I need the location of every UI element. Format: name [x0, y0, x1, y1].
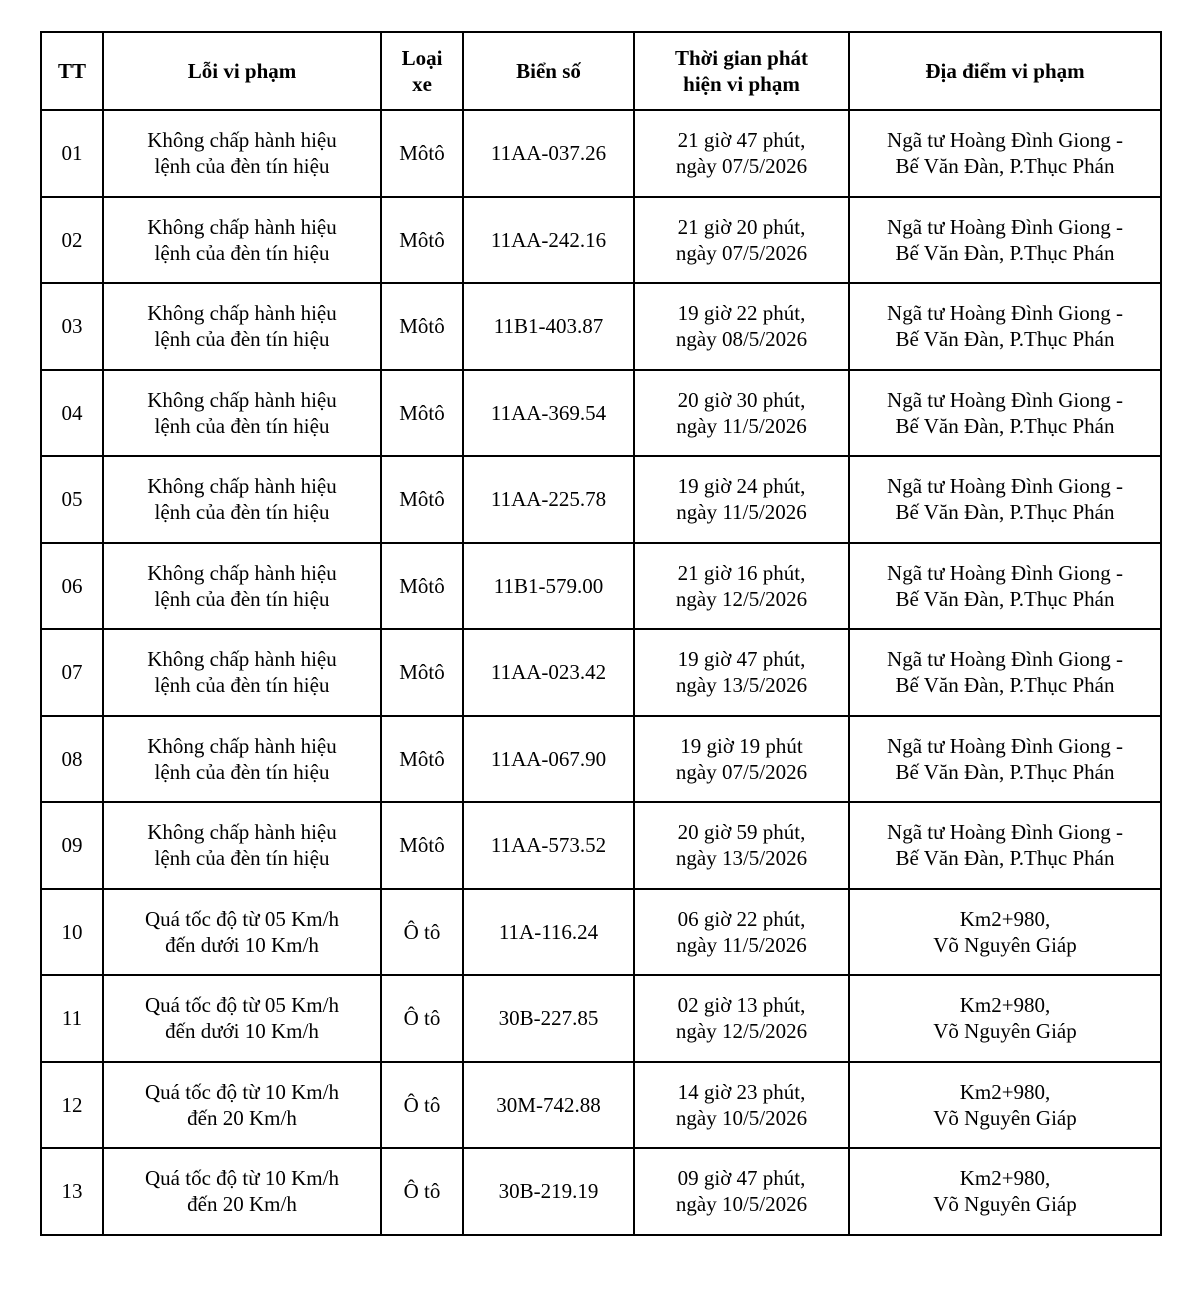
cell-vehicle-type: Môtô [381, 456, 463, 543]
cell-time: 21 giờ 16 phút, ngày 12/5/2026 [634, 543, 849, 630]
cell-time: 20 giờ 30 phút, ngày 11/5/2026 [634, 370, 849, 457]
table-row [41, 975, 1161, 1062]
cell-tt: 07 [41, 629, 103, 716]
cell-time: 19 giờ 24 phút, ngày 11/5/2026 [634, 456, 849, 543]
cell-vehicle-type: Môtô [381, 629, 463, 716]
cell-vehicle-type: Môtô [381, 543, 463, 630]
table-row [41, 456, 1161, 543]
cell-plate: 11AA-369.54 [463, 370, 634, 457]
cell-violation: Quá tốc độ từ 10 Km/h đến 20 Km/h [103, 1148, 381, 1235]
table-header-row [41, 32, 1161, 110]
cell-location: Km2+980, Võ Nguyên Giáp [849, 1062, 1161, 1149]
cell-plate: 11AA-225.78 [463, 456, 634, 543]
cell-vehicle-type: Môtô [381, 716, 463, 803]
cell-plate: 11AA-023.42 [463, 629, 634, 716]
cell-time: 02 giờ 13 phút, ngày 12/5/2026 [634, 975, 849, 1062]
cell-tt: 05 [41, 456, 103, 543]
cell-vehicle-type: Ô tô [381, 1062, 463, 1149]
cell-plate: 30M-742.88 [463, 1062, 634, 1149]
cell-location: Km2+980, Võ Nguyên Giáp [849, 889, 1161, 976]
cell-tt: 10 [41, 889, 103, 976]
cell-time: 14 giờ 23 phút, ngày 10/5/2026 [634, 1062, 849, 1149]
table-row [41, 1148, 1161, 1235]
cell-violation: Quá tốc độ từ 05 Km/h đến dưới 10 Km/h [103, 975, 381, 1062]
table-row [41, 1062, 1161, 1149]
cell-tt: 11 [41, 975, 103, 1062]
cell-plate: 30B-227.85 [463, 975, 634, 1062]
header-violation: Lỗi vi phạm [103, 32, 381, 110]
header-plate: Biển số [463, 32, 634, 110]
cell-location: Ngã tư Hoàng Đình Giong - Bế Văn Đàn, P.Thục Phán [849, 197, 1161, 284]
table-row [41, 197, 1161, 284]
cell-violation: Quá tốc độ từ 10 Km/h đến 20 Km/h [103, 1062, 381, 1149]
table-row [41, 543, 1161, 630]
cell-location: Ngã tư Hoàng Đình Giong - Bế Văn Đàn, P.Thục Phán [849, 716, 1161, 803]
cell-tt: 08 [41, 716, 103, 803]
cell-tt: 13 [41, 1148, 103, 1235]
cell-time: 09 giờ 47 phút, ngày 10/5/2026 [634, 1148, 849, 1235]
cell-violation: Không chấp hành hiệu lệnh của đèn tín hiệu [103, 110, 381, 197]
cell-violation: Quá tốc độ từ 05 Km/h đến dưới 10 Km/h [103, 889, 381, 976]
cell-vehicle-type: Môtô [381, 110, 463, 197]
table-row [41, 283, 1161, 370]
table-row [41, 629, 1161, 716]
cell-time: 19 giờ 47 phút, ngày 13/5/2026 [634, 629, 849, 716]
cell-location: Ngã tư Hoàng Đình Giong - Bế Văn Đàn, P.Thục Phán [849, 370, 1161, 457]
cell-time: 20 giờ 59 phút, ngày 13/5/2026 [634, 802, 849, 889]
cell-plate: 11B1-403.87 [463, 283, 634, 370]
cell-plate: 11A-116.24 [463, 889, 634, 976]
cell-location: Ngã tư Hoàng Đình Giong - Bế Văn Đàn, P.Thục Phán [849, 110, 1161, 197]
cell-vehicle-type: Môtô [381, 283, 463, 370]
table-body [41, 110, 1161, 1235]
cell-tt: 02 [41, 197, 103, 284]
table-row [41, 370, 1161, 457]
cell-location: Ngã tư Hoàng Đình Giong - Bế Văn Đàn, P.Thục Phán [849, 543, 1161, 630]
cell-tt: 06 [41, 543, 103, 630]
cell-location: Km2+980, Võ Nguyên Giáp [849, 975, 1161, 1062]
cell-violation: Không chấp hành hiệu lệnh của đèn tín hiệu [103, 370, 381, 457]
cell-time: 21 giờ 47 phút, ngày 07/5/2026 [634, 110, 849, 197]
cell-violation: Không chấp hành hiệu lệnh của đèn tín hiệu [103, 716, 381, 803]
table-row [41, 110, 1161, 197]
cell-tt: 04 [41, 370, 103, 457]
cell-plate: 11AA-067.90 [463, 716, 634, 803]
cell-vehicle-type: Ô tô [381, 889, 463, 976]
cell-plate: 11AA-242.16 [463, 197, 634, 284]
cell-plate: 11B1-579.00 [463, 543, 634, 630]
cell-location: Ngã tư Hoàng Đình Giong - Bế Văn Đàn, P.Thục Phán [849, 629, 1161, 716]
cell-vehicle-type: Môtô [381, 370, 463, 457]
cell-violation: Không chấp hành hiệu lệnh của đèn tín hiệu [103, 543, 381, 630]
cell-location: Ngã tư Hoàng Đình Giong - Bế Văn Đàn, P.Thục Phán [849, 283, 1161, 370]
cell-vehicle-type: Ô tô [381, 1148, 463, 1235]
table-row [41, 889, 1161, 976]
cell-violation: Không chấp hành hiệu lệnh của đèn tín hiệu [103, 802, 381, 889]
cell-time: 21 giờ 20 phút, ngày 07/5/2026 [634, 197, 849, 284]
header-time: Thời gian phát hiện vi phạm [634, 32, 849, 110]
table-row [41, 802, 1161, 889]
cell-vehicle-type: Ô tô [381, 975, 463, 1062]
cell-time: 19 giờ 22 phút, ngày 08/5/2026 [634, 283, 849, 370]
cell-plate: 11AA-573.52 [463, 802, 634, 889]
violations-table [40, 31, 1162, 1236]
cell-plate: 30B-219.19 [463, 1148, 634, 1235]
cell-location: Ngã tư Hoàng Đình Giong - Bế Văn Đàn, P.Thục Phán [849, 802, 1161, 889]
cell-tt: 09 [41, 802, 103, 889]
header-tt: TT [41, 32, 103, 110]
cell-time: 06 giờ 22 phút, ngày 11/5/2026 [634, 889, 849, 976]
cell-location: Ngã tư Hoàng Đình Giong - Bế Văn Đàn, P.Thục Phán [849, 456, 1161, 543]
cell-violation: Không chấp hành hiệu lệnh của đèn tín hiệu [103, 456, 381, 543]
cell-tt: 12 [41, 1062, 103, 1149]
cell-violation: Không chấp hành hiệu lệnh của đèn tín hiệu [103, 197, 381, 284]
cell-plate: 11AA-037.26 [463, 110, 634, 197]
cell-time: 19 giờ 19 phút ngày 07/5/2026 [634, 716, 849, 803]
header-vehicle-type: Loại xe [381, 32, 463, 110]
table-row [41, 716, 1161, 803]
cell-vehicle-type: Môtô [381, 197, 463, 284]
cell-tt: 01 [41, 110, 103, 197]
header-location: Địa điểm vi phạm [849, 32, 1161, 110]
cell-violation: Không chấp hành hiệu lệnh của đèn tín hiệu [103, 629, 381, 716]
cell-location: Km2+980, Võ Nguyên Giáp [849, 1148, 1161, 1235]
cell-violation: Không chấp hành hiệu lệnh của đèn tín hiệu [103, 283, 381, 370]
cell-vehicle-type: Môtô [381, 802, 463, 889]
cell-tt: 03 [41, 283, 103, 370]
